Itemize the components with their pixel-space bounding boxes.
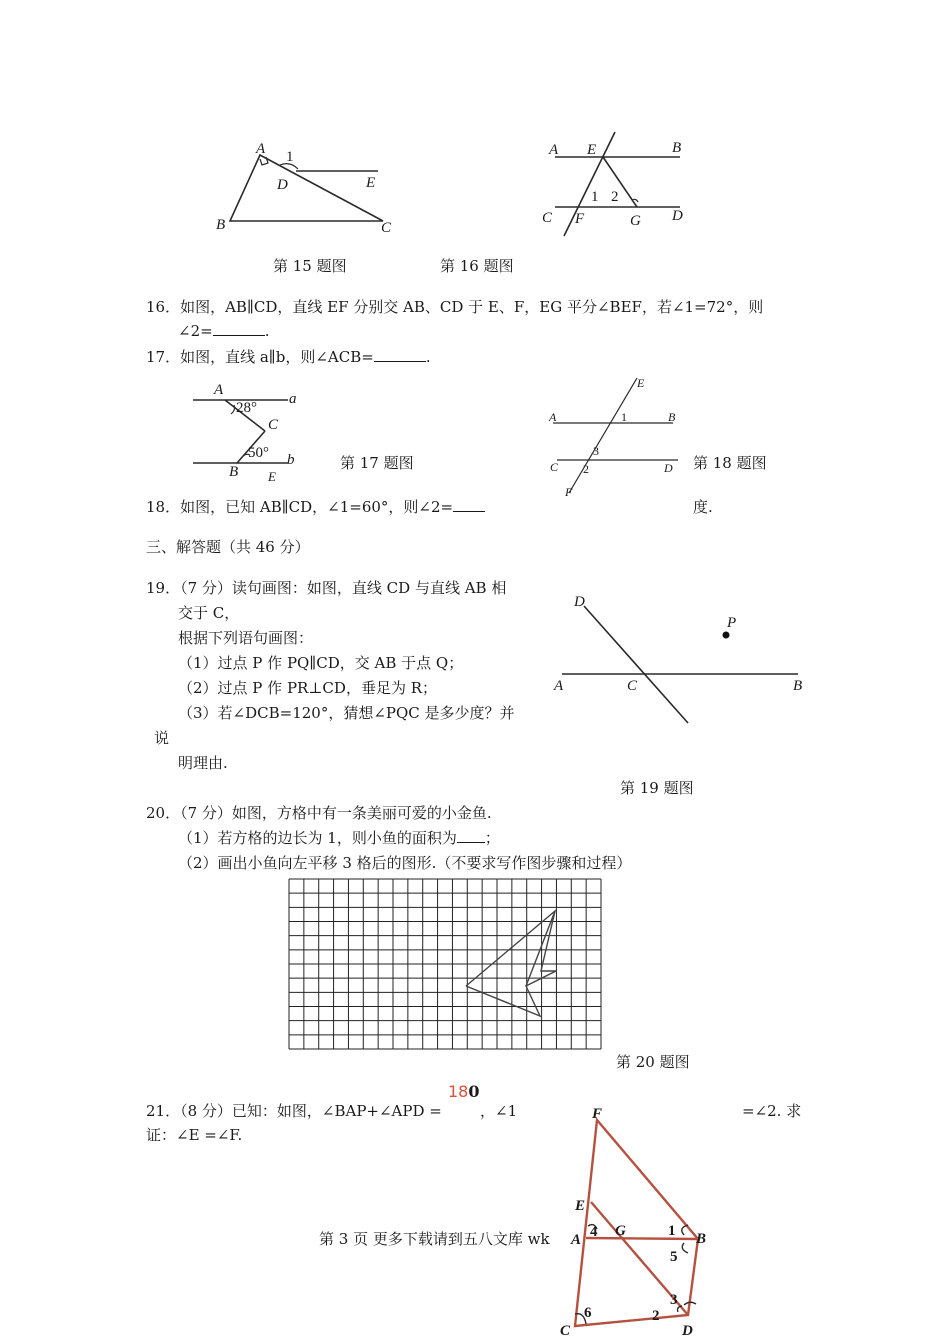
fig15-label-A: A [256,141,266,157]
q20-line2 [178,827,500,848]
fig16-label-C: C [542,210,553,226]
fig21-label-D: D [682,1323,693,1339]
section-3-heading: 三、解答题（共 46 分） [146,538,310,556]
fig16-label-D: D [672,208,683,224]
q16-prefix: ∠2= [178,322,213,340]
q19-line3: 根据下列语句画图： [178,629,314,647]
fig21-label-5: 5 [670,1249,678,1265]
fig17-label-A: A [214,382,224,398]
fig17-label-b: b [287,452,295,468]
fig19-label-B: B [793,678,803,694]
q20-line3: （2）画出小鱼向左平移 3 格后的图形.（不要求写作图步骤和过程） [178,854,632,872]
fig21-label-B: B [696,1231,707,1247]
fig19-label-D: D [574,594,585,610]
fig21-label-2: 2 [652,1308,660,1324]
q16-suffix: . [264,322,270,340]
fig18-caption: 第 18 题图 [693,454,767,472]
figure-15 [200,135,420,245]
q16-answer-blank[interactable] [213,321,265,336]
q18-line [146,496,485,517]
fig19-label-P: P [727,615,737,631]
fig16-label-E: E [587,142,597,158]
fig17-label-50: 50° [248,445,269,461]
q19-line8: 明理由. [178,754,228,772]
q21-line1-a [146,1100,442,1121]
fig18-label-3: 3 [593,444,599,458]
fig21-label-E: E [575,1198,586,1214]
q21-text-a: 21．（8 分）已知：如图，∠BAP+∠APD = [146,1102,442,1120]
fig21-label-C: C [560,1323,571,1339]
figure-18 [545,375,685,500]
q17-line [146,346,431,367]
fig18-label-E: E [637,376,645,390]
q19-line6: （3）若∠DCB=120°，猜想∠PQC 是多少度？并 [178,704,515,722]
fig16-label-2: 2 [611,189,619,205]
fig17-label-28: 28° [236,400,257,416]
fig15-label-1: 1 [286,149,294,165]
q21-value-red: 18 [448,1082,469,1101]
fig17-label-B: B [229,464,239,480]
q19-line1: 19．（7 分）读句画图：如图，直线 CD 与直线 AB 相 [146,579,507,597]
fig18-label-1: 1 [621,410,627,424]
fig21-label-4: 4 [590,1224,598,1240]
q21-value-black: 0 [468,1082,480,1101]
figure-19 [550,590,810,730]
fig21-label-1: 1 [668,1223,676,1239]
q18-prefix: 18．如图，已知 AB∥CD，∠1=60°，则∠2= [146,498,454,516]
q20-prefix: （1）若方格的边长为 1，则小鱼的面积为 [178,829,457,847]
fig18-label-B: B [668,410,676,424]
q17-answer-blank[interactable] [374,347,426,362]
fig18-label-F: F [565,485,573,499]
q21-value [448,1082,480,1101]
q21-angle1: ，∠1 [480,1102,518,1120]
fig15-label-D: D [277,177,288,193]
q17-prefix: 17．如图，直线 a∥b，则∠ACB= [146,348,374,366]
figure-20-grid [288,878,602,1050]
fig20-caption: 第 20 题图 [616,1053,690,1071]
fig16-label-B: B [672,140,682,156]
fig18-label-D: D [664,461,673,475]
q20-answer-blank[interactable] [457,828,485,843]
fig16-caption: 第 16 题图 [440,257,514,275]
fig17-caption: 第 17 题图 [340,454,414,472]
fig18-label-C: C [550,460,559,474]
page-footer: 第 3 页 更多下载请到五八文库 wk [319,1230,550,1248]
q17-suffix: . [425,348,431,366]
fig21-label-3: 3 [670,1292,678,1308]
q16-line1: 16．如图，AB∥CD，直线 EF 分别交 AB、CD 于 E、F，EG 平分∠BEF，若∠1=72°，则 [146,298,764,316]
fig15-label-C: C [381,220,392,236]
fig19-point-P [723,632,730,639]
q18-suffix: 度. [693,498,713,516]
fig21-label-G: G [615,1223,626,1239]
q19-line5: （2）过点 P 作 PR⊥CD，垂足为 R； [178,679,438,697]
fig15-label-E: E [366,175,376,191]
q19-line2: 交于 C， [178,604,240,622]
q20-line1: 20．（7 分）如图，方格中有一条美丽可爱的小金鱼. [146,804,492,822]
figure-16 [540,128,700,243]
figure-17 [190,378,320,488]
fig21-label-A: A [571,1232,582,1248]
fig17-label-a: a [289,391,297,407]
fig17-label-C: C [268,417,279,433]
fig19-label-C: C [627,678,638,694]
q18-answer-blank[interactable] [453,497,485,512]
fig16-label-F: F [575,211,585,227]
fig19-caption: 第 19 题图 [620,779,694,797]
fig16-label-G: G [630,213,641,229]
fig18-label-A: A [549,410,557,424]
fig15-label-B: B [216,217,226,233]
fig21-label-6: 6 [584,1305,592,1321]
fig15-caption: 第 15 题图 [273,257,347,275]
fig18-label-2: 2 [583,462,589,476]
q20-suffix: ； [484,829,500,847]
fig16-label-A: A [549,142,559,158]
fig17-label-E: E [268,469,276,484]
fig19-label-A: A [554,678,564,694]
fig16-label-1: 1 [591,189,599,205]
q21-line2: 证：∠E =∠F. [146,1126,243,1144]
q21-line1-c: =∠2. 求 [742,1102,802,1120]
q19-line4: （1）过点 P 作 PQ∥CD，交 AB 于点 Q； [178,654,464,672]
figure-21 [560,1102,720,1338]
q19-line7: 说 [154,729,170,747]
q16-line2 [178,321,269,340]
fig21-label-F: F [592,1106,603,1122]
